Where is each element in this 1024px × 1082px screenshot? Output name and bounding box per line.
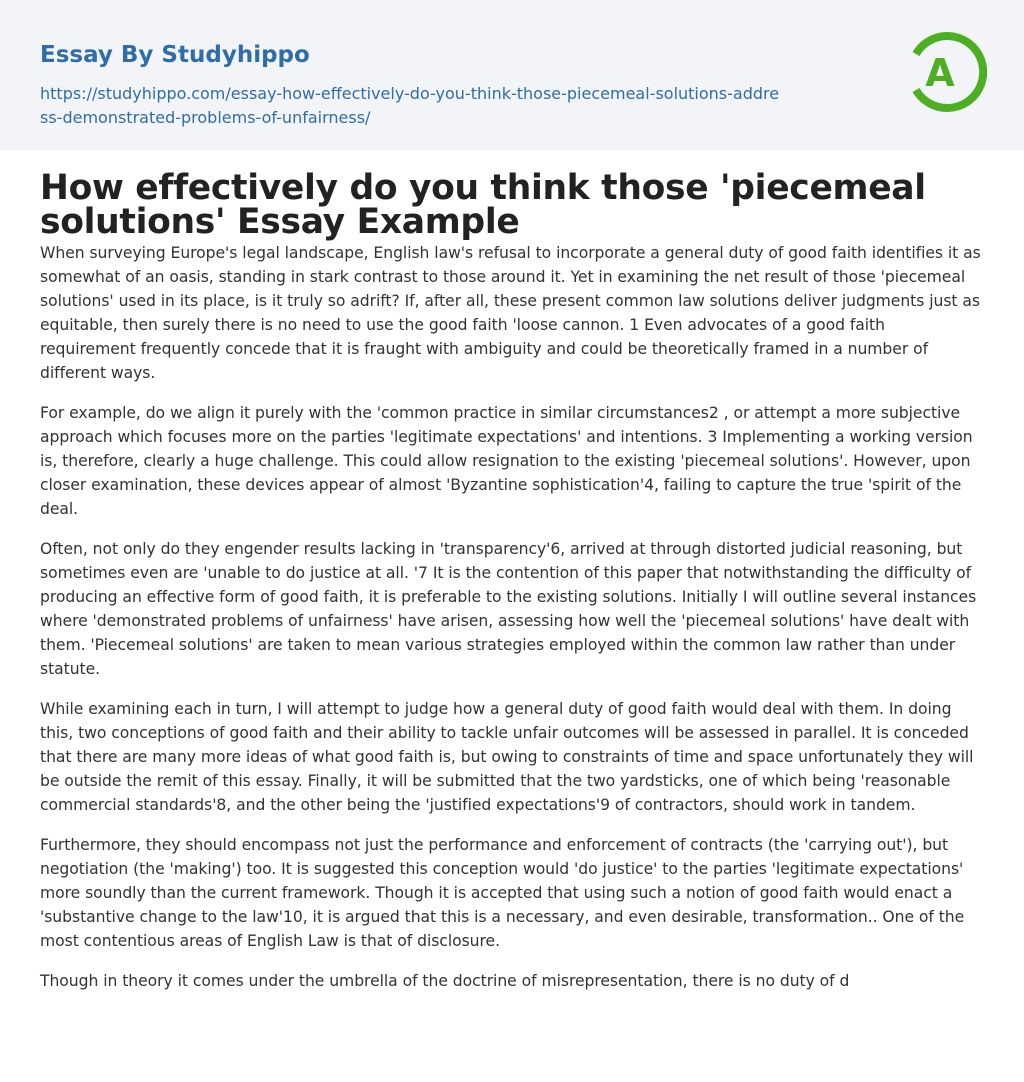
logo-mark [905,28,989,116]
brand-title[interactable]: Essay By Studyhippo [40,42,310,68]
article-paragraph-4: While examining each in turn, I will attempt to judge how a general duty of good faith would deal with them. In doing this, two conceptions of good faith and their ability to tackle unfair outcomes will be assessed in parallel. It is conceded that there are many more ideas of what good faith is, but owing to constraints of time and space unfortunately they will be outside the remit of this essay. Finally, it will be submitted that the two yardsticks, one of which being 'reasonable commercial standards'8, and the other being the 'justified expectations'9 of contractors, should work in tandem. [40,700,974,814]
article-paragraph-3: Often, not only do they engender results lacking in 'transparency'6, arrived at through distorted judicial reasoning, but sometimes even are 'unable to do justice at all. '7 It is the contention of this paper that notwithstanding the difficulty of producing an effective form of good faith, it is preferable to the existing solutions. Initially I will outline several instances where 'demonstrated problems of unfairness' have arisen, assessing how well the 'piecemeal solutions' have dealt with them. 'Piecemeal solutions' are taken to mean various strategies employed within the common law rather than under statute. [40,540,977,678]
site-header [0,0,1024,150]
studyhippo-logo-icon[interactable] [905,28,989,116]
article-paragraph-2: For example, do we align it purely with the 'common practice in similar circumstances2 , or attempt a more subjective approach which focuses more on the parties 'legitimate expectations' and intentions. 3 Implementing a working version is, therefore, clearly a huge challenge. This could allow resignation to the existing 'piecemeal solutions'. However, upon closer examination, these devices appear of almost 'Byzantine sophistication'4, failing to capture the true 'spirit of the deal. [40,404,973,518]
article-paragraph-6: Though in theory it comes under the umbrella of the doctrine of misrepresentation, there is no duty of d [40,972,850,990]
article-paragraph-1: When surveying Europe's legal landscape, English law's refusal to incorporate a general duty of good faith identifies it as somewhat of an oasis, standing in stark contrast to those around it. Yet in examining the net result of those 'piecemeal solutions' used in its place, is it truly so adrift? If, after all, these present common law solutions deliver judgments just as equitable, then surely there is no need to use the good faith 'loose cannon. 1 Even advocates of a good faith requirement frequently concede that it is fraught with ambiguity and could be theoretically framed in a number of different ways. [40,244,981,382]
article-paragraph-5: Furthermore, they should encompass not just the performance and enforcement of contracts (the 'carrying out'), but negotiation (the 'making') too. It is suggested this conception would 'do justice' to the parties 'legitimate expectations' more soundly than the current framework. Though it is accepted that using such a notion of good faith would enact a 'substantive change to the law'10, it is argued that this is a necessary, and even desirable, transformation.. One of the most contentious areas of English Law is that of disclosure. [40,836,965,950]
article-title: How effectively do you think those 'piecemeal solutions' Essay Example [40,168,926,242]
logo-letter: A [925,51,955,95]
article [0,168,1024,993]
source-url-link[interactable]: https://studyhippo.com/essay-how-effectively-do-you-think-those-piecemeal-solutions-address-demonstrated-problems-of-unfairness/ [40,84,780,127]
